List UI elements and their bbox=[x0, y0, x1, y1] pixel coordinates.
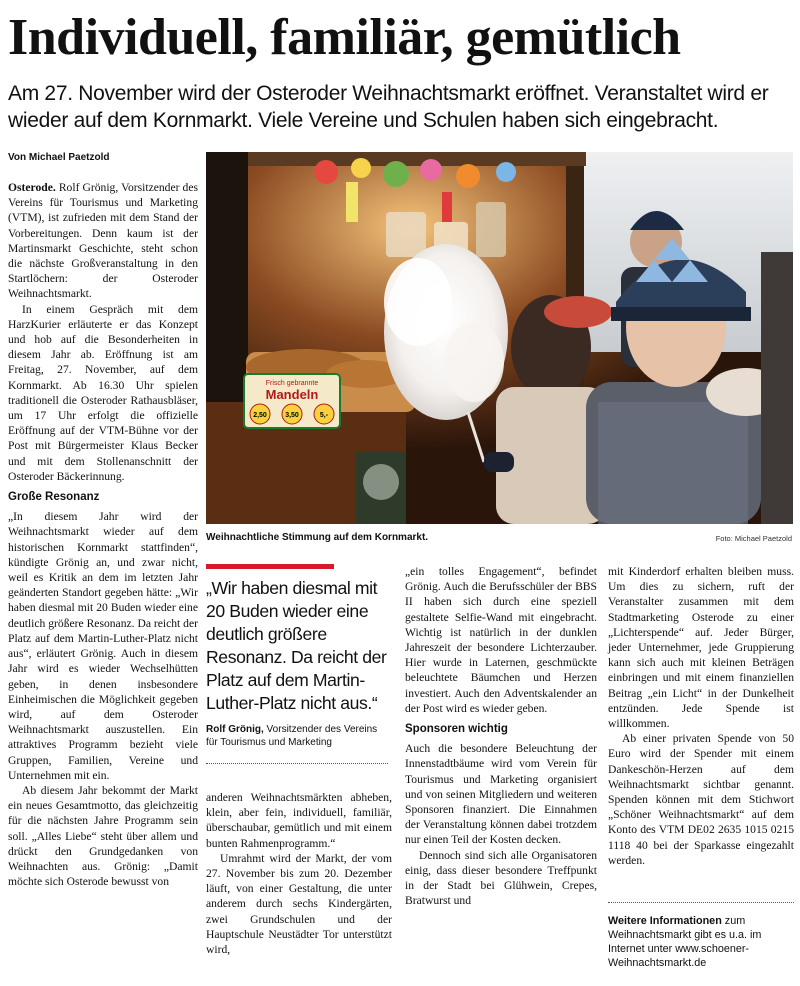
paragraph: Umrahmt wird der Markt, der vom 27. November bis zum 20. Dezember läuft, von einer Gestaltung, die unter anderem durch sechs Kindergärten, zwei Grundschulen und der Hauptschule Neustädter Tor unterstützt wird, bbox=[206, 851, 392, 957]
quote-accent-bar bbox=[206, 564, 334, 569]
paragraph: Ab einer privaten Spende von 50 Euro wird der Spender mit einem Dankeschön-Herzen auf dem Weihnachtsmarkt sichtbar genannt. Spenden können mit dem Stichwort „Schöner Weihnachtsmarkt“ auf dem Konto des VTM DE02 2635 1015 0215 1118 40 bei der Sparkasse eingezahlt werden. bbox=[608, 732, 794, 867]
article-column-2 bbox=[206, 790, 392, 957]
article-photo bbox=[206, 152, 793, 524]
headline: Individuell, familiär, gemütlich bbox=[8, 9, 681, 66]
dateline: Osterode. bbox=[8, 181, 56, 194]
paragraph: Ab diesem Jahr bekommt der Markt ein neues Gesamtmotto, das gleichzeitig für die nächsten Jahre Programm sein soll. „Alles Liebe“ steht über allem und drückt den Grundgedanken von Weihnachten aus. Grönig: „Damit möchte sich Osterode bewusst von bbox=[8, 783, 198, 889]
pull-quote bbox=[206, 564, 388, 764]
paragraph: „ein tolles Engagement“, befindet Grönig. Auch die Berufsschüler der BBS II haben sich durch eine speziell gestaltete Selfie-Wand mit eingebracht. Wichtig ist natürlich in der dunklen Jahreszeit der besondere Lichterzauber. Hier wurde in Laternen, geschmückte beleuchtete Bäumchen und Herzen investiert. Auch den Adventskalender an der Post wird es wieder geben. bbox=[405, 565, 597, 715]
quote-divider bbox=[206, 763, 388, 764]
paragraph: anderen Weihnachtsmärkten abheben, klein, aber fein, individuell, familiär, überschaubar, gemütlich und mit einem bunten Rahmenprogramm.“ bbox=[206, 791, 392, 850]
info-divider bbox=[608, 902, 794, 903]
quote-role: Vorsitzender des Vereins für Tourismus und Marketing bbox=[206, 724, 378, 748]
paragraph-text: Rolf Grönig, Vorsitzender des Vereins für Tourismus und Marketing (VTM), ist zufrieden mit dem Stand der Vorbereitungen. Denn kaum ist der Martinsmarkt Geschichte, steht schon die nächste Großveranstaltung in den Startlöchern: der Osteroder Weihnachtsmarkt. bbox=[8, 181, 198, 301]
quote-source bbox=[206, 723, 388, 749]
paragraph bbox=[8, 180, 198, 302]
quote-text: „Wir haben diesmal mit 20 Buden wieder eine deutlich größere Resonanz. Da reicht der Platz auf dem Martin-Luther-Platz nicht aus.“ bbox=[206, 578, 387, 713]
photo-caption: Weihnachtliche Stimmung auf dem Kornmarkt. bbox=[206, 532, 429, 543]
section-heading: Große Resonanz bbox=[8, 491, 100, 504]
byline: Von Michael Paetzold bbox=[8, 152, 110, 163]
price-sign bbox=[244, 374, 340, 428]
paragraph: Dennoch sind sich alle Organisatoren einig, dass dieser besondere Treffpunkt in der Stadt bei Glühwein, Crepes, Bratwurst und bbox=[405, 848, 597, 908]
price-1: 2,50 bbox=[253, 412, 267, 419]
info-label: Weitere Informationen bbox=[608, 915, 722, 927]
subheadline: Am 27. November wird der Osteroder Weihnachtsmarkt eröffnet. Veranstaltet wird er wieder auf dem Kornmarkt. Viele Vereine und Schulen haben sich eingebracht. bbox=[8, 82, 769, 132]
photo-credit: Foto: Michael Paetzold bbox=[715, 534, 792, 543]
paragraph: Auch die besondere Beleuchtung der Innenstadtbäume wird vom Verein für Tourismus und Marketing organisiert und von seinen Mitgliedern und weiteren Sponsoren finanziert. Die Einnahmen der Veranstaltung können dabei trotzdem nur einen Teil der Kosten decken. bbox=[405, 742, 597, 847]
article-column-4 bbox=[608, 564, 794, 868]
info-text: zum Weihnachtsmarkt gibt es u.a. im Internet unter www.schoener-Weihnachtsmarkt.de bbox=[608, 915, 762, 969]
article-column-3 bbox=[405, 564, 597, 908]
section-heading: Sponsoren wichtig bbox=[405, 723, 508, 736]
sign-title: Frisch gebrannte bbox=[265, 380, 319, 387]
christmas-market-photo bbox=[206, 152, 793, 524]
paragraph: „In diesem Jahr wird der Weihnachtsmarkt wieder auf dem historischen Kornmarkt stattfinden“, kündigte Grönig an, und zwar nicht, weil es Kritik an dem im letzten Jahr geänderten Standort gegeben hätte: „Wir haben diesmal mit 20 Buden wieder eine deutlich größere Resonanz. Da reicht der Platz auf dem Martin-Luther-Platz nicht aus“, erläutert Grönig. Auch in diesem Jahr wird es wieder Wechselhütten geben, in denen insbesondere Einheimischen die Möglichkeit gegeben wird, auf dem Osteroder Weihnachtsmarkt auszustellen. Ein attraktives Programm bezieht viele Gruppen, Familien, Vereine und Unternehmen mit ein. bbox=[8, 510, 198, 782]
quote-author: Rolf Grönig, bbox=[206, 724, 264, 735]
paragraph: In einem Gespräch mit dem HarzKurier erläuterte er das Konzept und hob auf die Besonderheiten in diesem Jahr ab. Eröffnung ist am Freitag, 27. November, auf dem Kornmarkt. Ab 16.30 Uhr spielen traditionell die Osteroder Rathausbläser, um 17 Uhr erfolgt die offizielle Eröffnung auf der VTM-Bühne vor der Post mit Bürgermeister Klaus Becker und mit dem Stollenanschnitt der Osteroder Bäckerinnung. bbox=[8, 302, 198, 483]
price-2: 3,50 bbox=[285, 412, 299, 419]
sign-word: Mandeln bbox=[265, 387, 319, 402]
price-3: 5,- bbox=[319, 412, 329, 419]
paragraph: mit Kinderdorf erhalten bleiben muss. Um dies zu sichern, ruft der Veranstalter zusammen mit dem Stadtmarketing Osterode zu einer „Lichterspende“ auf. Jeder Bürger, jeder Unternehmer, jede Gruppierung kann sich auch mit kleinen Beträgen einbringen und mit einem finanziellen Beitrag „ein Licht“ in der Dunkelheit entzünden. Jede Spende ist willkommen. bbox=[608, 565, 794, 731]
info-box bbox=[608, 914, 794, 970]
article-column-1 bbox=[8, 180, 198, 889]
